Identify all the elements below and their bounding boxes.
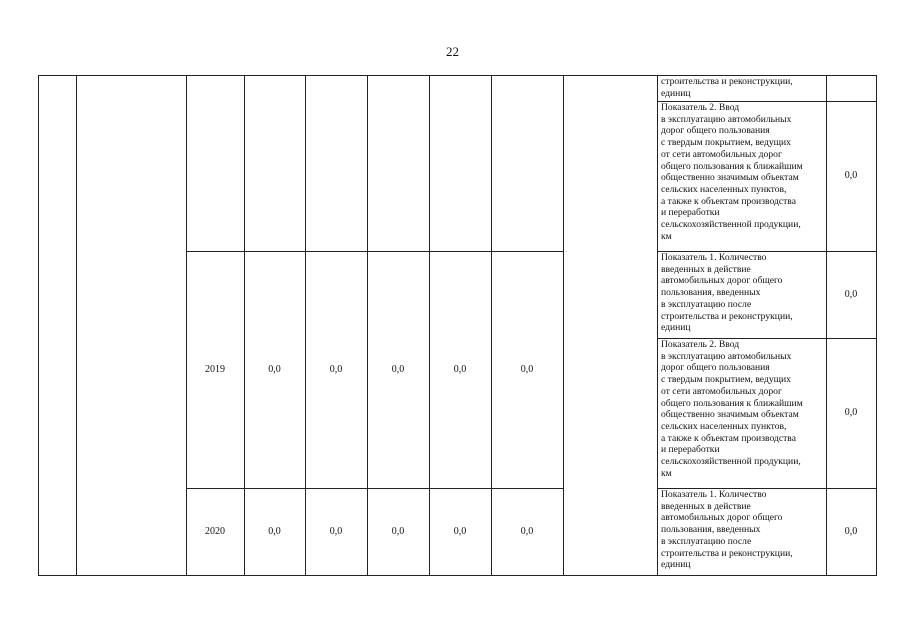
value-cell: 0,0: [520, 525, 534, 537]
table-column-line: [429, 75, 430, 576]
table-column-line: [876, 75, 877, 576]
table-column-line: [367, 75, 368, 576]
value-cell: 0,0: [453, 525, 467, 537]
indicator-value: 0,0: [844, 525, 858, 537]
year-cell: 2020: [205, 525, 225, 537]
table-column-line: [657, 75, 658, 576]
value-cell: 0,0: [391, 525, 405, 537]
value-cell: 0,0: [268, 525, 281, 537]
table-row-line: [186, 251, 563, 252]
table-column-line: [186, 75, 187, 576]
indicator-description: Показатель 2. Ввод в эксплуатацию автомобильных дорог общего пользования с твердым покрытием, ведущих от сети автомобильных дорог общего пользования к ближайшим общественно значимым объектам сельских населенных пунктов, а также к объектам производства и переработки сельскохозяйственной продукции, км: [661, 102, 803, 242]
table-column-line: [244, 75, 245, 576]
indicator-value: 0,0: [844, 288, 858, 300]
value-cell: 0,0: [329, 525, 343, 537]
indicator-value: 0,0: [844, 170, 858, 181]
value-cell: 0,0: [329, 363, 343, 375]
table-row-line: [186, 488, 563, 489]
indicator-description: Показатель 2. Ввод в эксплуатацию автомобильных дорог общего пользования с твердым покрытием, ведущих от сети автомобильных дорог общего пользования к ближайшим общественно значимым объектам сельских населенных пунктов, а также к объектам производства и переработки сельскохозяйственной продукции, км: [661, 339, 803, 479]
value-cell: 0,0: [453, 363, 467, 375]
value-cell: 0,0: [391, 363, 405, 375]
indicator-description: Показатель 1. Количество введенных в действие автомобильных дорог общего пользования, введенных в эксплуатацию после строительства и реконструкции, единиц: [661, 489, 793, 571]
year-cell: 2019: [205, 363, 225, 375]
table-bottom-border: [38, 575, 877, 576]
table-column-line: [305, 75, 306, 576]
table-column-line: [491, 75, 492, 576]
indicator-value: 0,0: [844, 407, 858, 418]
indicator-description: Показатель 1. Количество введенных в действие автомобильных дорог общего пользования, введенных в эксплуатацию после строительства и реконструкции, единиц: [661, 252, 793, 334]
value-cell: 0,0: [520, 363, 534, 375]
page-number: 22: [446, 44, 459, 59]
value-cell: 0,0: [268, 363, 281, 375]
table-column-line: [76, 75, 77, 576]
table-column-line: [826, 75, 827, 576]
table-column-line: [38, 75, 39, 576]
indicator-description: строительства и реконструкции, единиц: [661, 76, 793, 99]
table-column-line: [563, 75, 564, 576]
